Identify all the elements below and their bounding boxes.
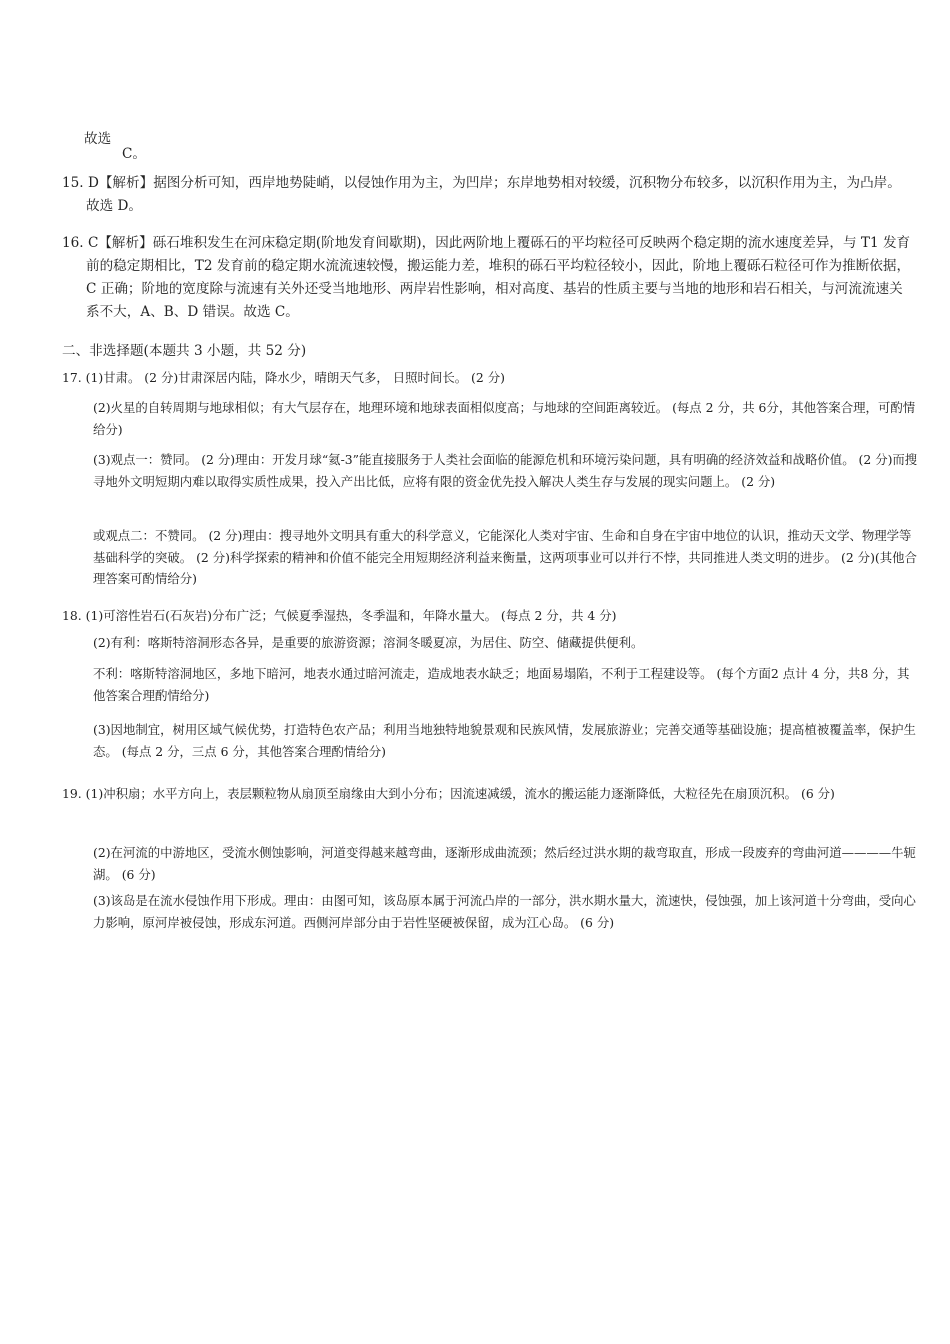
q18-part2: (2)有利：喀斯特溶洞形态各异，是重要的旅游资源；溶洞冬暖夏凉，为居住、防空、储藏提供便利。 xyxy=(93,635,644,650)
q14-tail-text: 故选 xyxy=(84,131,112,147)
q18-part1: 18. (1)可溶性岩石(石灰岩)分布广泛；气候夏季湿热，冬季温和，年降水量大。 (每点 2 分，共 4 分) xyxy=(62,608,617,623)
q17-part2: (2)火星的自转周期与地球相似；有大气层存在，地理环境和地球表面相似度高；与地球的空间距离较近。 (每点 2 分，共 6分，其他答案合理，可酌情给分) xyxy=(93,400,916,437)
q15-answer: 15. D【解析】据图分析可知，西岸地势陡峭，以侵蚀作用为主，为凹岸；东岸地势相对较缓，沉积物分布较多，以沉积作用为主，为凸岸。故选 D。 xyxy=(62,175,901,214)
q17-part1: 17. (1)甘肃。 (2 分)甘肃深居内陆，降水少，晴朗天气多， 日照时间长。 (2 分) xyxy=(62,370,505,385)
q18-part2-cons: 不利：喀斯特溶洞地区，多地下暗河，地表水通过暗河流走，造成地表水缺乏；地面易塌陷，不利于工程建设等。 (每个方面2 点计 4 分，共8 分，其他答案合理酌情给分) xyxy=(93,666,910,703)
q17-part3: (3)观点一：赞同。 (2 分)理由：开发月球“氦-3”能直接服务于人类社会面临的能源危机和环境污染问题，具有明确的经济效益和战略价值。 (2 分)而搜寻地外文明短期内难以取得实质性成果，投入产出比低，应将有限的资金优先投入解决人类生存与发展的现实问题上。 (2 分) xyxy=(93,452,918,489)
q14-tail-answer: C。 xyxy=(122,146,146,162)
q16-answer: 16. C【解析】砾石堆积发生在河床稳定期(阶地发育间歇期)，因此两阶地上覆砾石的平均粒径可反映两个稳定期的流水速度差异，与 T1 发育前的稳定期相比，T2 发育前的稳定期水流流速较慢，搬运能力差，堆积的砾石平均粒径较小，因此，阶地上覆砾石粒径可作为推断依据，C 正确；阶地的宽度除与流速有关外还受当地地形、两岸岩性影响，相对高度、基岩的性质主要与当地的地形和岩石相关，与河流流速关系不大，A、B、D 错误。故选 C。 xyxy=(62,235,911,320)
q18-part3: (3)因地制宜，树用区域气候优势，打造特色农产品；利用当地独特地貌景观和民族风情，发展旅游业；完善交通等基础设施；提高植被覆盖率，保护生态。 (每点 2 分，三点 6 分，其他答案合理酌情给分) xyxy=(93,722,916,759)
q14-tail-line2 xyxy=(62,143,890,166)
q17-part3-alt: 或观点二：不赞同。 (2 分)理由：搜寻地外文明具有重大的科学意义，它能深化人类对宇宙、生命和自身在宇宙中地位的认识，推动天文学、物理学等基础科学的突破。 (2 分)科学探索的精神和价值不能完全用短期经济利益来衡量，这两项事业可以并行不悖，共同推进人类文明的进步。 (2 分)(其他合理答案可酌情给分) xyxy=(93,528,917,586)
q19-part3: (3)该岛是在流水侵蚀作用下形成。理由：由图可知，该岛原本属于河流凸岸的一部分，洪水期水量大，流速快，侵蚀强，加上该河道十分弯曲，受向心力影响，原河岸被侵蚀，形成东河道。西侧河岸部分由于岩性坚硬被保留，成为江心岛。 (6 分) xyxy=(93,893,916,930)
q19-part2: (2)在河流的中游地区，受流水侧蚀影响，河道变得越来越弯曲，逐渐形成曲流颈；然后经过洪水期的裁弯取直，形成一段废弃的弯曲河道————牛轭湖。 (6 分) xyxy=(93,845,916,882)
section-heading: 二、非选择题(本题共 3 小题，共 52 分) xyxy=(62,343,307,359)
q19-part1: 19. (1)冲积扇；水平方向上，表层颗粒物从扇顶至扇缘由大到小分布；因流速减缓，流水的搬运能力逐渐降低，大粒径先在扇顶沉积。 (6 分) xyxy=(62,786,835,801)
